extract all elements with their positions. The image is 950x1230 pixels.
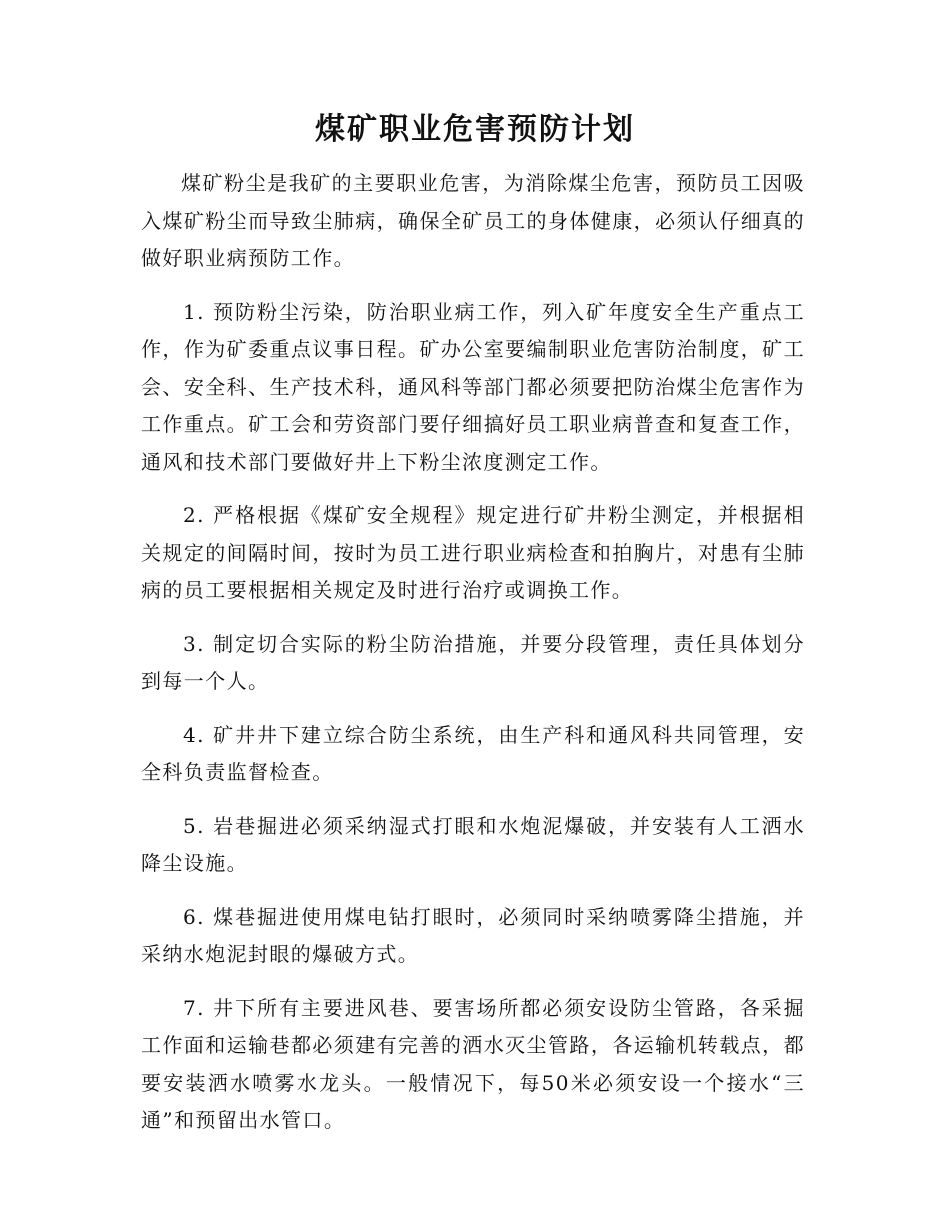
document-body: [141, 165, 805, 1156]
list-item-7: 7. 井下所有主要进风巷、要害场所都必须安设防尘管路，各采掘工作面和运输巷都必须建有完善的洒水灭尘管路，各运输机转载点，都要安装洒水喷雾水龙头。一般情况下，每50米必须安设一个接水“三通”和预留出水管口。: [141, 995, 805, 1132]
intro-paragraph: 煤矿粉尘是我矿的主要职业危害，为消除煤尘危害，预防员工因吸入煤矿粉尘而导致尘肺病，确保全矿员工的身体健康，必须认仔细真的做好职业病预防工作。: [141, 171, 805, 270]
list-item-1: 1. 预防粉尘污染，防治职业病工作，列入矿年度安全生产重点工作，作为矿委重点议事日程。矿办公室要编制职业危害防治制度，矿工会、安全科、生产技术科，通风科等部门都必须要把防治煤尘危害作为工作重点。矿工会和劳资部门要仔细搞好员工职业病普查和复查工作，通风和技术部门要做好井上下粉尘浓度测定工作。: [141, 299, 805, 474]
page-title: 煤矿职业危害预防计划: [315, 112, 635, 147]
list-item-2: 2. 严格根据《煤矿安全规程》规定进行矿井粉尘测定，并根据相关规定的间隔时间，按时为员工进行职业病检查和拍胸片，对患有尘肺病的员工要根据相关规定及时进行治疗或调换工作。: [141, 503, 805, 602]
list-item-3: 3. 制定切合实际的粉尘防治措施，并要分段管理，责任具体划分到每一个人。: [141, 631, 805, 693]
list-item-6: 6. 煤巷掘进使用煤电钻打眼时，必须同时采纳喷雾降尘措施，并采纳水炮泥封眼的爆破方式。: [141, 904, 805, 966]
list-item-5: 5. 岩巷掘进必须采纳湿式打眼和水炮泥爆破，并安装有人工洒水降尘设施。: [141, 813, 805, 875]
list-item-4: 4. 矿井井下建立综合防尘系统，由生产科和通风科共同管理，安全科负责监督检查。: [141, 722, 805, 784]
